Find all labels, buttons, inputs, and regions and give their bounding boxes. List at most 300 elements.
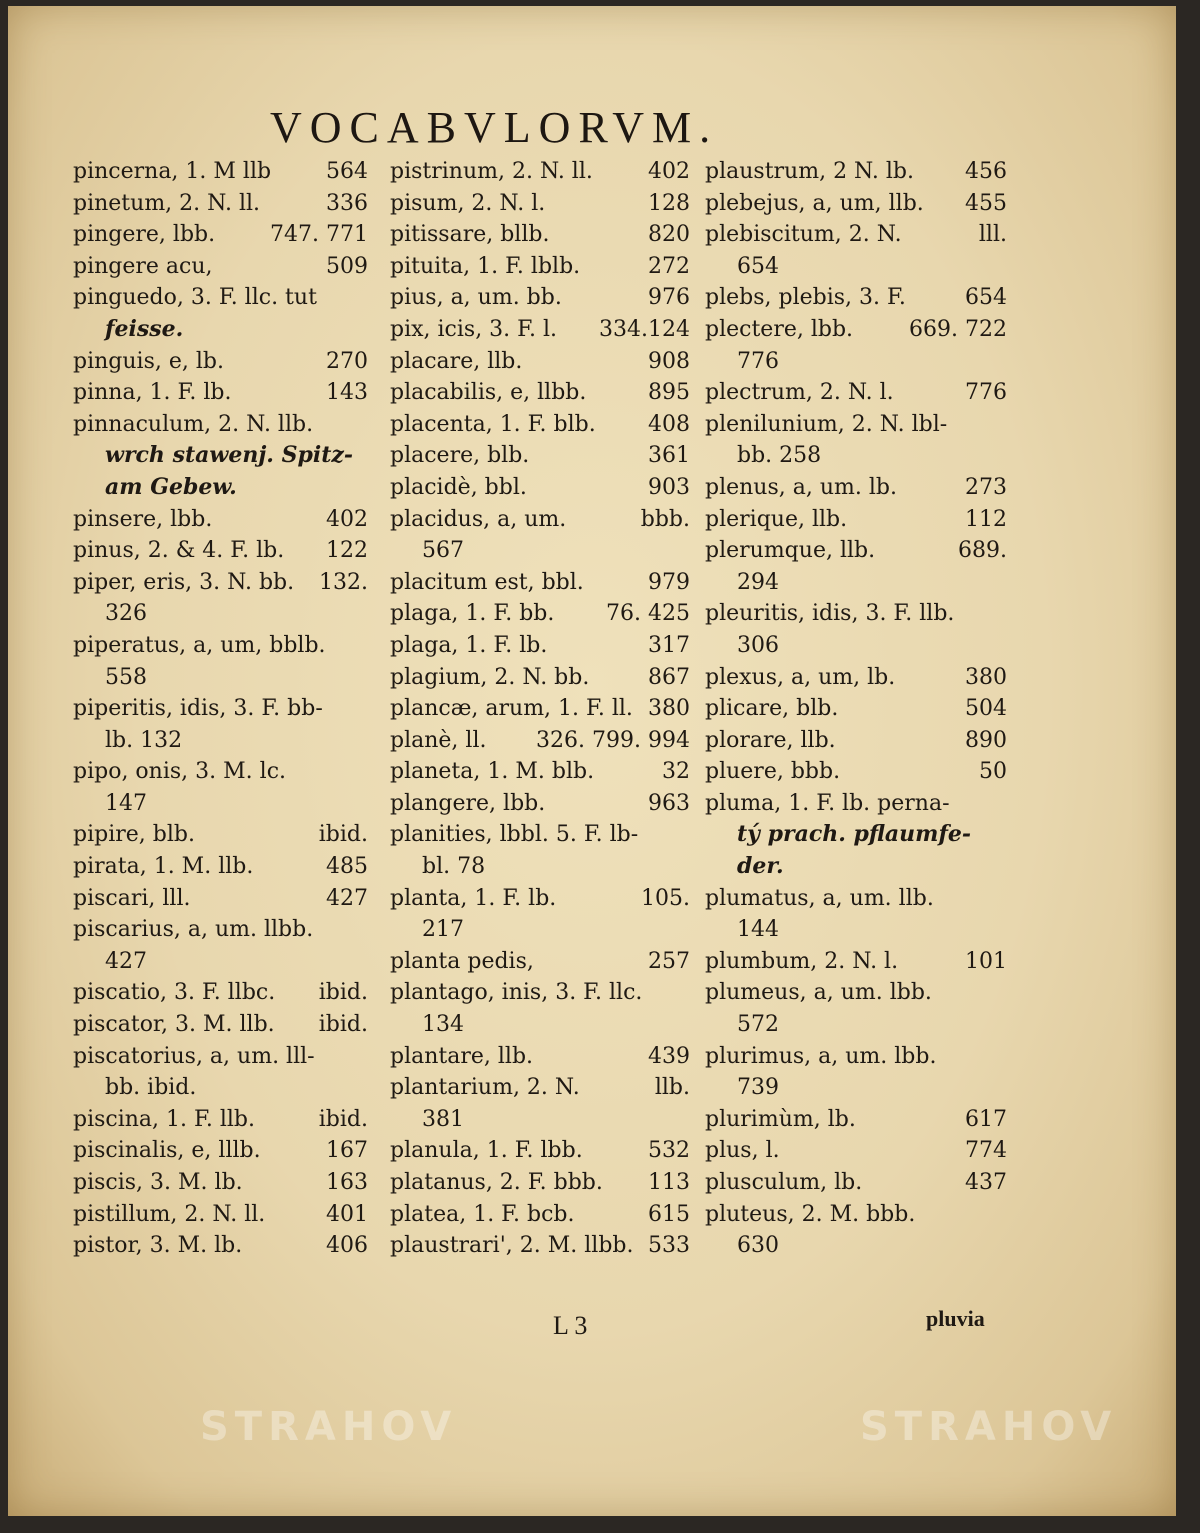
entry-reference: 101 [965,948,1007,974]
entry-reference: 32 [662,759,690,785]
entry-term: 217 [422,917,464,943]
vocab-entry [73,598,368,630]
vocab-entry [73,819,368,851]
entry-term: planè, ll. [390,727,487,753]
entry-term: 144 [737,917,779,943]
vocab-entry [705,1009,1007,1041]
entry-reference [1001,1072,1007,1104]
vocab-entry [73,567,368,599]
entry-term: plancæ, arum, 1. F. ll. [390,696,633,722]
entry-reference: 427 [326,885,368,911]
vocab-entry [705,219,1007,251]
entry-term: piscis, 3. M. lb. [73,1170,243,1195]
entry-reference [1001,630,1007,662]
entry-term: plicare, blb. [705,696,839,722]
vocab-entry [705,1135,1007,1167]
entry-reference: 747. 771 [270,222,368,248]
entry-term: am Gebew. [105,473,237,500]
entry-term: pinguis, e, lb. [73,348,224,374]
vocab-entry [73,883,368,915]
entry-term: plumeus, a, um. lbb. [705,980,932,1006]
entry-reference: 122 [326,538,368,564]
entry-term: plerumque, llb. [705,538,876,564]
vocab-entry [73,377,368,409]
entry-term: pinetum, 2. N. ll. [73,190,261,216]
entry-term: pipire, blb. [73,822,195,848]
vocab-entry [705,946,1007,978]
entry-term: piscina, 1. F. llb. [73,1106,255,1132]
entry-term: plectere, lbb. [705,316,854,342]
entry-reference: 456 [965,159,1007,184]
watermark-right: STRAHOV [860,1404,1118,1450]
vocab-entry [390,377,690,409]
entry-term: plaustrari', 2. M. llbb. [390,1233,634,1259]
entry-reference: 361 [648,443,690,469]
entry-reference: 867 [648,664,690,690]
entry-term: piperitis, idis, 3. F. bb- [73,696,323,722]
entry-term: 567 [422,538,464,564]
entry-reference: 113 [648,1170,690,1195]
entry-reference: 406 [326,1233,368,1259]
entry-reference [1001,788,1007,820]
vocab-entry [705,914,1007,946]
entry-term: tý prach. pflaumfe- [737,821,972,848]
entry-reference [684,535,690,567]
entry-reference: 890 [965,727,1007,753]
vocab-entry [73,219,368,251]
entry-term: pitissare, bllb. [390,222,550,248]
vocab-entry [390,1104,690,1136]
entry-term: 147 [105,790,147,816]
vocab-entry [390,788,690,820]
entry-term: 294 [737,569,779,595]
vocab-entry [705,409,1007,441]
entry-term: 654 [737,253,779,279]
entry-reference [362,282,368,314]
vocab-entry [73,1009,368,1041]
entry-reference: 564 [326,159,368,184]
entry-reference [362,409,368,441]
entry-term: plantarium, 2. N. [390,1075,580,1101]
entry-reference [362,1072,368,1104]
entry-reference [1001,977,1007,1009]
vocab-entry [390,535,690,567]
entry-reference: 112 [965,506,1007,532]
vocab-entry [705,535,1007,567]
entry-term: plumatus, a, um. llb. [705,885,934,911]
entry-term: bl. 78 [422,854,486,880]
entry-reference [1001,1230,1007,1262]
vocab-entry [73,1072,368,1104]
entry-reference [684,851,690,883]
vocab-entry [705,504,1007,536]
entry-term: piscinalis, e, lllb. [73,1138,261,1164]
entry-reference [362,440,368,472]
entry-term: plagium, 2. N. bb. [390,664,590,690]
entry-reference: 820 [648,222,690,248]
entry-reference [362,314,368,346]
entry-reference: 669. 722 [909,316,1007,342]
vocab-entry [705,725,1007,757]
entry-term: platea, 1. F. bcb. [390,1201,575,1227]
entry-term: planities, lbbl. 5. F. lb- [390,822,639,848]
entry-reference: 257 [648,948,690,974]
entry-reference [684,914,690,946]
entry-reference: 272 [648,253,690,279]
vocab-entry [73,156,368,188]
entry-term: wrch stawenj. Spitz- [105,442,354,469]
vocab-entry [705,156,1007,188]
vocab-entry [390,756,690,788]
vocab-entry [73,725,368,757]
vocab-entry [73,1167,368,1199]
entry-term: plebs, plebis, 3. F. [705,285,906,311]
entry-reference: 908 [648,348,690,374]
entry-term: plebejus, a, um, llb. [705,190,924,216]
entry-reference [1001,883,1007,915]
vocab-entry [390,156,690,188]
entry-reference [1001,914,1007,946]
entry-term: 558 [105,664,147,690]
entry-reference: ibid. [318,1106,368,1132]
vocab-entry [73,1135,368,1167]
entry-term: plantare, llb. [390,1043,534,1069]
entry-reference: lll. [978,222,1007,248]
entry-term: pituita, 1. F. lblb. [390,253,581,279]
entry-reference [362,693,368,725]
vocab-entry [705,1167,1007,1199]
vocab-entry [390,883,690,915]
vocab-entry [73,662,368,694]
entry-term: plaga, 1. F. lb. [390,632,548,658]
entry-term: piscatio, 3. F. llbc. [73,980,276,1006]
vocab-entry [390,977,690,1009]
vocab-entry [390,1199,690,1231]
vocab-entry [73,409,368,441]
vocab-entry [390,1009,690,1041]
vocab-entry [705,1072,1007,1104]
vocab-entry [390,314,690,346]
entry-term: pius, a, um. bb. [390,285,562,311]
entry-term: pinsere, lbb. [73,506,213,532]
vocab-entry [390,1167,690,1199]
entry-reference [362,598,368,630]
vocab-entry [390,567,690,599]
entry-term: pistillum, 2. N. ll. [73,1201,266,1227]
entry-reference [1001,346,1007,378]
entry-term: piscator, 3. M. llb. [73,1012,275,1038]
vocab-entry [390,504,690,536]
vocab-entry [73,535,368,567]
entry-reference: 143 [326,380,368,406]
entry-term: lb. 132 [105,727,183,753]
entry-reference: 509 [326,253,368,279]
entry-term: plexus, a, um, lb. [705,664,896,690]
entry-term: plenus, a, um. lb. [705,474,897,500]
entry-term: plantago, inis, 3. F. llc. [390,980,643,1006]
vocab-entry [705,1041,1007,1073]
entry-reference: 76. 425 [606,601,690,627]
vocab-entry [705,1199,1007,1231]
column-1 [73,156,368,1262]
entry-term: plenilunium, 2. N. lbl- [705,411,948,437]
vocab-entry [390,188,690,220]
entry-term: piscarius, a, um. llbb. [73,917,314,943]
vocab-entry [390,1135,690,1167]
entry-reference: 408 [648,411,690,437]
entry-term: plorare, llb. [705,727,836,753]
entry-reference [1001,819,1007,851]
vocab-entry [705,188,1007,220]
entry-term: plangere, lbb. [390,790,546,816]
entry-term: pluere, bbb. [705,759,841,785]
vocab-entry [73,851,368,883]
entry-term: pistrinum, 2. N. ll. [390,159,593,184]
vocab-entry [390,1230,690,1262]
vocab-entry [390,662,690,694]
entry-reference: 963 [648,790,690,816]
entry-term: 427 [105,948,147,974]
entry-term: platanus, 2. F. bbb. [390,1170,603,1195]
vocab-entry [705,788,1007,820]
vocab-entry [73,1230,368,1262]
column-3 [705,156,1007,1262]
vocab-entry [390,409,690,441]
entry-term: bb. 258 [737,443,822,469]
entry-term: plebiscitum, 2. N. [705,222,902,248]
page-header: VOCABVLORVM. [270,103,719,152]
vocab-entry [705,630,1007,662]
entry-reference [362,1041,368,1073]
vocab-entry [73,914,368,946]
entry-reference [1001,440,1007,472]
entry-term: pistor, 3. M. lb. [73,1233,243,1259]
vocab-entry [73,693,368,725]
vocab-entry [705,598,1007,630]
entry-reference: 50 [979,759,1007,785]
entry-term: piperatus, a, um, bblb. [73,632,326,658]
entry-term: bb. ibid. [105,1075,197,1101]
entry-reference: 380 [648,696,690,722]
entry-reference [362,788,368,820]
entry-reference [362,946,368,978]
entry-reference [684,819,690,851]
entry-reference [362,725,368,757]
entry-term: 776 [737,348,779,374]
entry-reference: 976 [648,285,690,311]
vocab-entry [390,472,690,504]
vocab-entry [73,788,368,820]
entry-reference: 654 [965,285,1007,311]
entry-reference: 270 [326,348,368,374]
book-page [8,6,1176,1516]
entry-reference [1001,851,1007,883]
entry-reference: llb. [654,1075,690,1101]
entry-term: placere, blb. [390,443,530,469]
vocab-entry [390,346,690,378]
entry-term: plaga, 1. F. bb. [390,601,555,627]
vocab-entry [390,598,690,630]
vocab-entry [705,314,1007,346]
vocab-entry [390,440,690,472]
vocab-entry [73,251,368,283]
vocab-entry [73,946,368,978]
entry-term: pinnaculum, 2. N. llb. [73,411,314,437]
entry-reference: 326. 799. 994 [536,727,690,753]
vocab-entry [390,725,690,757]
entry-reference [684,1104,690,1136]
vocab-entry [390,819,690,851]
entry-term: pisum, 2. N. l. [390,190,546,216]
vocab-entry [705,977,1007,1009]
vocab-entry [390,914,690,946]
entry-reference [1001,1199,1007,1231]
vocab-entry [705,662,1007,694]
entry-term: plus, l. [705,1138,780,1164]
entry-reference: 617 [965,1106,1007,1132]
entry-term: pinna, 1. F. lb. [73,380,232,406]
entry-term: plerique, llb. [705,506,848,532]
entry-term: 381 [422,1106,464,1132]
entry-term: piscatorius, a, um. lll- [73,1043,315,1069]
entry-reference: 689. [958,538,1007,564]
vocab-entry [705,472,1007,504]
entry-term: piscari, lll. [73,885,191,911]
vocab-entry [705,1230,1007,1262]
entry-reference: 273 [965,474,1007,500]
entry-reference [362,914,368,946]
signature-mark: L 3 [553,1311,588,1340]
entry-term: piper, eris, 3. N. bb. [73,569,295,595]
entry-reference [362,756,368,788]
entry-term: placabilis, e, llbb. [390,380,587,406]
vocab-entry [390,282,690,314]
entry-term: pipo, onis, 3. M. lc. [73,759,287,785]
entry-reference [1001,409,1007,441]
entry-reference: 903 [648,474,690,500]
entry-term: plurimus, a, um. lbb. [705,1043,937,1069]
entry-term: plaustrum, 2 N. lb. [705,159,914,184]
entry-term: 326 [105,601,147,627]
vocab-entry [705,819,1007,851]
vocab-entry [73,346,368,378]
entry-reference: 336 [326,190,368,216]
entry-reference: 533 [648,1233,690,1259]
entry-term: planta pedis, [390,948,534,974]
entry-term: placidè, bbl. [390,474,527,500]
entry-term: planula, 1. F. lbb. [390,1138,583,1164]
entry-reference: 774 [965,1138,1007,1164]
entry-term: plurimùm, lb. [705,1106,856,1132]
entry-term: plumbum, 2. N. l. [705,948,899,974]
entry-reference: ibid. [318,980,368,1006]
vocab-entry [705,693,1007,725]
vocab-entry [73,1104,368,1136]
entry-term: der. [737,853,784,880]
vocab-entry [73,188,368,220]
entry-term: 306 [737,632,779,658]
vocab-entry [73,756,368,788]
entry-term: placidus, a, um. [390,506,567,532]
entry-term: placare, llb. [390,348,523,374]
entry-term: pleuritis, idis, 3. F. llb. [705,601,955,627]
entry-reference: bbb. [640,506,690,532]
entry-term: 739 [737,1075,779,1101]
vocab-entry [390,630,690,662]
vocab-entry [390,946,690,978]
entry-reference: 334.124 [599,316,690,342]
vocab-entry [390,693,690,725]
column-2 [390,156,690,1262]
entry-term: plectrum, 2. N. l. [705,380,894,406]
vocab-entry [73,1199,368,1231]
entry-reference: 979 [648,569,690,595]
entry-reference [684,977,690,1009]
entry-term: pinus, 2. & 4. F. lb. [73,538,285,564]
entry-reference: 163 [326,1170,368,1195]
vocab-entry [705,377,1007,409]
entry-reference: ibid. [318,822,368,848]
entry-reference [362,630,368,662]
entry-reference: 437 [965,1170,1007,1195]
entry-reference: 132. [319,569,368,595]
vocab-entry [73,977,368,1009]
entry-reference: 402 [326,506,368,532]
entry-reference [1001,1009,1007,1041]
entry-reference: 167 [326,1138,368,1164]
entry-term: pingere acu, [73,253,213,279]
vocab-entry [73,472,368,504]
entry-reference: 401 [326,1201,368,1227]
vocab-entry [705,282,1007,314]
entry-term: pinguedo, 3. F. llc. tut [73,285,317,311]
entry-term: planta, 1. F. lb. [390,885,557,911]
entry-reference [684,1009,690,1041]
entry-term: pincerna, 1. M llb [73,159,272,184]
entry-reference [1001,1041,1007,1073]
entry-term: placitum est, bbl. [390,569,584,595]
watermark-left: STRAHOV [200,1404,458,1450]
vocab-entry [390,1041,690,1073]
entry-reference [1001,567,1007,599]
entry-term: 572 [737,1012,779,1038]
entry-reference: 455 [965,190,1007,216]
vocab-entry [73,630,368,662]
vocab-entry [390,251,690,283]
entry-reference: 532 [648,1138,690,1164]
vocab-entry [73,282,368,314]
vocab-entry [390,219,690,251]
entry-term: planeta, 1. M. blb. [390,759,595,785]
vocab-entry [705,1104,1007,1136]
entry-term: pix, icis, 3. F. l. [390,316,558,342]
entry-reference: 317 [648,632,690,658]
vocab-entry [705,756,1007,788]
entry-term: pluteus, 2. M. bbb. [705,1201,916,1227]
vocab-entry [390,1072,690,1104]
entry-term: pingere, lbb. [73,222,216,248]
entry-term: placenta, 1. F. blb. [390,411,596,437]
entry-reference [362,472,368,504]
entry-reference: 615 [648,1201,690,1227]
vocab-entry [705,251,1007,283]
entry-term: 630 [737,1233,779,1259]
vocab-entry [73,1041,368,1073]
vocab-entry [705,567,1007,599]
vocab-entry [73,440,368,472]
entry-reference [1001,251,1007,283]
entry-reference: 504 [965,696,1007,722]
